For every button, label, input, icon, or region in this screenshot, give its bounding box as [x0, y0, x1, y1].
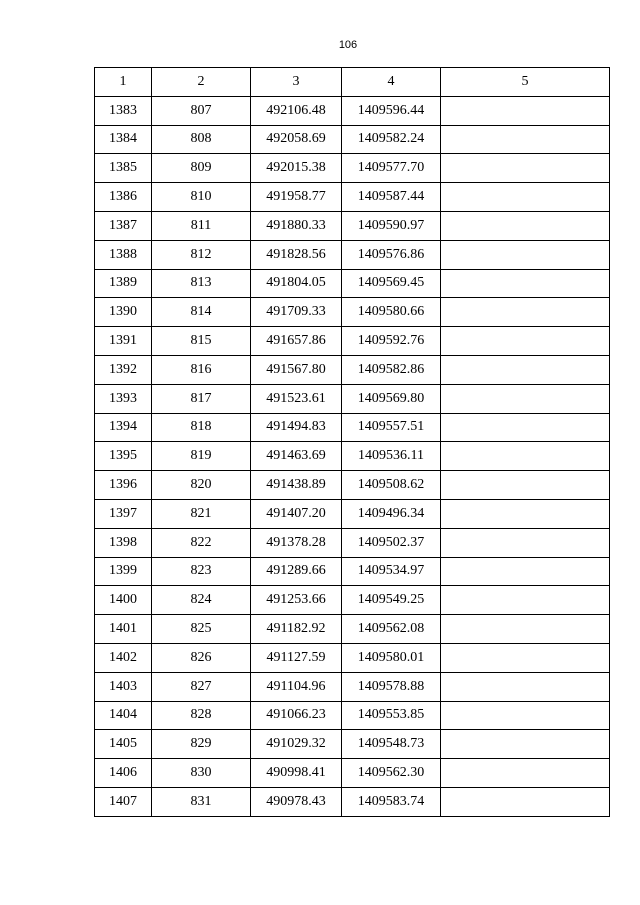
header-row: [95, 68, 610, 97]
table-cell-col-1: 1403: [95, 672, 152, 701]
table-cell-col-2: 823: [152, 557, 251, 586]
table-row: [95, 471, 610, 500]
table-cell-col-4: 1409587.44: [342, 183, 441, 212]
table-cell-col-4: 1409592.76: [342, 327, 441, 356]
table-cell-col-2: 820: [152, 471, 251, 500]
table-cell-col-5: [441, 355, 610, 384]
table-cell-col-5: [441, 125, 610, 154]
table-cell-col-3: 491958.77: [251, 183, 342, 212]
table-cell-col-1: 1393: [95, 384, 152, 413]
table-cell-col-2: 819: [152, 442, 251, 471]
table-cell-col-5: [441, 759, 610, 788]
table-cell-col-2: 830: [152, 759, 251, 788]
table-row: [95, 787, 610, 816]
table-cell-col-3: 490978.43: [251, 787, 342, 816]
table-cell-col-4: 1409553.85: [342, 701, 441, 730]
table-cell-col-5: [441, 96, 610, 125]
table-cell-col-5: [441, 643, 610, 672]
table-cell-col-3: 491127.59: [251, 643, 342, 672]
table-cell-col-1: 1398: [95, 528, 152, 557]
table-cell-col-3: 491182.92: [251, 615, 342, 644]
column-header-2: 2: [152, 68, 251, 97]
table-cell-col-1: 1391: [95, 327, 152, 356]
table-cell-col-3: 491709.33: [251, 298, 342, 327]
table-row: [95, 499, 610, 528]
table-cell-col-2: 809: [152, 154, 251, 183]
table-row: [95, 154, 610, 183]
table-cell-col-2: 829: [152, 730, 251, 759]
table-row: [95, 327, 610, 356]
table-row: [95, 759, 610, 788]
table-cell-col-1: 1397: [95, 499, 152, 528]
table-row: [95, 384, 610, 413]
table-cell-col-5: [441, 183, 610, 212]
table-cell-col-4: 1409557.51: [342, 413, 441, 442]
table-cell-col-4: 1409536.11: [342, 442, 441, 471]
table-cell-col-1: 1396: [95, 471, 152, 500]
table-cell-col-5: [441, 442, 610, 471]
table-cell-col-2: 814: [152, 298, 251, 327]
table-row: [95, 96, 610, 125]
table-cell-col-4: 1409596.44: [342, 96, 441, 125]
table-row: [95, 269, 610, 298]
column-header-4: 4: [342, 68, 441, 97]
table-cell-col-3: 491657.86: [251, 327, 342, 356]
table-cell-col-1: 1399: [95, 557, 152, 586]
table-cell-col-3: 491029.32: [251, 730, 342, 759]
table-cell-col-1: 1406: [95, 759, 152, 788]
table-cell-col-4: 1409508.62: [342, 471, 441, 500]
table-cell-col-4: 1409590.97: [342, 211, 441, 240]
table-cell-col-3: 491880.33: [251, 211, 342, 240]
table-row: [95, 183, 610, 212]
table-row: [95, 701, 610, 730]
table-row: [95, 298, 610, 327]
table-cell-col-1: 1402: [95, 643, 152, 672]
table-row: [95, 240, 610, 269]
table-cell-col-3: 491523.61: [251, 384, 342, 413]
table-cell-col-1: 1395: [95, 442, 152, 471]
table-cell-col-5: [441, 672, 610, 701]
column-header-3: 3: [251, 68, 342, 97]
table-cell-col-4: 1409548.73: [342, 730, 441, 759]
table-cell-col-4: 1409577.70: [342, 154, 441, 183]
table-cell-col-5: [441, 154, 610, 183]
table-cell-col-2: 831: [152, 787, 251, 816]
table-cell-col-2: 828: [152, 701, 251, 730]
table-row: [95, 211, 610, 240]
table-cell-col-4: 1409549.25: [342, 586, 441, 615]
table-cell-col-1: 1404: [95, 701, 152, 730]
table-cell-col-5: [441, 471, 610, 500]
table-cell-col-5: [441, 211, 610, 240]
table-row: [95, 672, 610, 701]
table-cell-col-3: 491438.89: [251, 471, 342, 500]
table-cell-col-1: 1386: [95, 183, 152, 212]
table-cell-col-3: 491253.66: [251, 586, 342, 615]
table-cell-col-3: 491066.23: [251, 701, 342, 730]
table-row: [95, 730, 610, 759]
table-cell-col-4: 1409569.45: [342, 269, 441, 298]
table-cell-col-1: 1390: [95, 298, 152, 327]
table-cell-col-2: 813: [152, 269, 251, 298]
table-body: [95, 96, 610, 816]
table-cell-col-2: 810: [152, 183, 251, 212]
table-row: [95, 557, 610, 586]
table-row: [95, 413, 610, 442]
column-header-1: 1: [95, 68, 152, 97]
table-cell-col-3: 492015.38: [251, 154, 342, 183]
table-cell-col-2: 827: [152, 672, 251, 701]
table-cell-col-3: 492106.48: [251, 96, 342, 125]
table-cell-col-4: 1409576.86: [342, 240, 441, 269]
table-cell-col-3: 491804.05: [251, 269, 342, 298]
table-cell-col-2: 821: [152, 499, 251, 528]
table-cell-col-4: 1409562.30: [342, 759, 441, 788]
table-cell-col-2: 818: [152, 413, 251, 442]
table-cell-col-3: 491463.69: [251, 442, 342, 471]
table-cell-col-5: [441, 384, 610, 413]
table-cell-col-4: 1409502.37: [342, 528, 441, 557]
table-row: [95, 586, 610, 615]
table-cell-col-2: 817: [152, 384, 251, 413]
table-cell-col-4: 1409583.74: [342, 787, 441, 816]
table-cell-col-5: [441, 586, 610, 615]
table-cell-col-2: 816: [152, 355, 251, 384]
table-cell-col-3: 491567.80: [251, 355, 342, 384]
table-cell-col-3: 490998.41: [251, 759, 342, 788]
table-cell-col-4: 1409569.80: [342, 384, 441, 413]
page-number: 106: [338, 39, 358, 51]
table-cell-col-1: 1387: [95, 211, 152, 240]
table-cell-col-1: 1385: [95, 154, 152, 183]
table-cell-col-3: 491378.28: [251, 528, 342, 557]
table-cell-col-3: 491828.56: [251, 240, 342, 269]
table-cell-col-1: 1383: [95, 96, 152, 125]
table-cell-col-2: 815: [152, 327, 251, 356]
table-cell-col-5: [441, 413, 610, 442]
table-row: [95, 355, 610, 384]
table-cell-col-3: 491407.20: [251, 499, 342, 528]
table-cell-col-5: [441, 240, 610, 269]
table-header: [95, 68, 610, 97]
table-cell-col-2: 807: [152, 96, 251, 125]
table-cell-col-1: 1407: [95, 787, 152, 816]
table-cell-col-4: 1409582.24: [342, 125, 441, 154]
table-cell-col-4: 1409534.97: [342, 557, 441, 586]
table-cell-col-1: 1394: [95, 413, 152, 442]
table-cell-col-4: 1409578.88: [342, 672, 441, 701]
table-row: [95, 643, 610, 672]
table-cell-col-3: 491494.83: [251, 413, 342, 442]
table-cell-col-2: 822: [152, 528, 251, 557]
table-cell-col-4: 1409496.34: [342, 499, 441, 528]
table-cell-col-5: [441, 269, 610, 298]
table-cell-col-4: 1409580.01: [342, 643, 441, 672]
table-cell-col-3: 491289.66: [251, 557, 342, 586]
table-cell-col-2: 824: [152, 586, 251, 615]
table-cell-col-5: [441, 730, 610, 759]
table-cell-col-4: 1409580.66: [342, 298, 441, 327]
table-cell-col-2: 808: [152, 125, 251, 154]
table-cell-col-3: 492058.69: [251, 125, 342, 154]
table-cell-col-2: 826: [152, 643, 251, 672]
table-cell-col-5: [441, 615, 610, 644]
table-cell-col-2: 812: [152, 240, 251, 269]
table-cell-col-4: 1409582.86: [342, 355, 441, 384]
table-cell-col-5: [441, 327, 610, 356]
table-cell-col-2: 825: [152, 615, 251, 644]
column-header-5: 5: [441, 68, 610, 97]
table-cell-col-2: 811: [152, 211, 251, 240]
table-row: [95, 615, 610, 644]
table-cell-col-1: 1388: [95, 240, 152, 269]
table-cell-col-1: 1384: [95, 125, 152, 154]
table-cell-col-3: 491104.96: [251, 672, 342, 701]
table-cell-col-5: [441, 499, 610, 528]
coordinates-table: [94, 67, 610, 817]
table-cell-col-1: 1401: [95, 615, 152, 644]
table-row: [95, 125, 610, 154]
table-row: [95, 442, 610, 471]
table-cell-col-1: 1389: [95, 269, 152, 298]
table-row: [95, 528, 610, 557]
table-cell-col-5: [441, 701, 610, 730]
table-cell-col-5: [441, 787, 610, 816]
table-cell-col-5: [441, 528, 610, 557]
table-cell-col-5: [441, 557, 610, 586]
table-cell-col-1: 1405: [95, 730, 152, 759]
table-cell-col-1: 1392: [95, 355, 152, 384]
table-cell-col-5: [441, 298, 610, 327]
table-cell-col-1: 1400: [95, 586, 152, 615]
table-cell-col-4: 1409562.08: [342, 615, 441, 644]
